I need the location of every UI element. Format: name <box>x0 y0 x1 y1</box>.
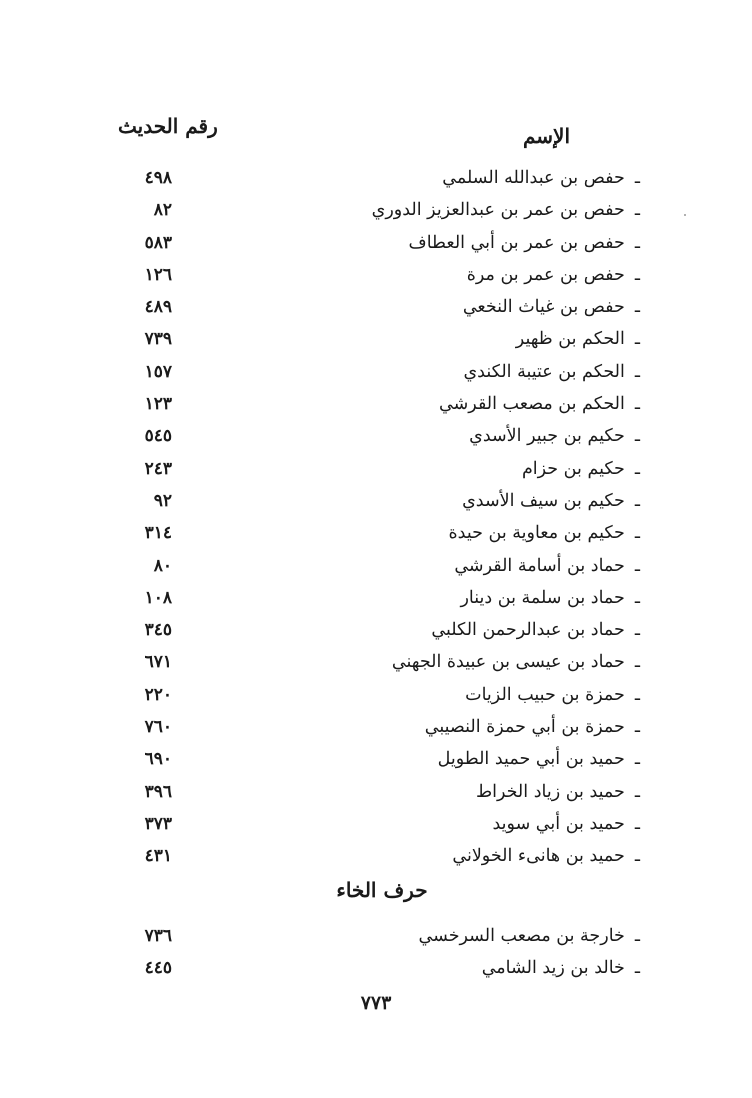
entry-row <box>0 231 752 263</box>
entry-name <box>522 459 640 479</box>
entry-row <box>0 747 752 779</box>
bullet-dash: ـ <box>634 168 640 188</box>
entry-name-text: حفص بن عمر بن أبي العطاف <box>408 232 625 253</box>
bullet-dash: ـ <box>634 620 640 641</box>
bullet-dash: ـ <box>634 523 640 544</box>
name-column-header: الإسم <box>522 124 570 148</box>
entry-row <box>0 392 752 424</box>
entry-name <box>392 652 640 672</box>
entry-name-text: حفص بن غياث النخعي <box>462 297 625 318</box>
number-column-header: رقم الحديث <box>118 114 218 138</box>
hadith-number: ٢٢٠ <box>144 684 172 705</box>
entry-row <box>0 683 752 715</box>
entry-name-text: حماد بن عيسى بن عبيدة الجهني <box>391 652 625 673</box>
entry-name <box>449 523 641 543</box>
bullet-dash: ـ <box>634 813 640 834</box>
section-title-text: حرف الخاء <box>336 878 428 902</box>
entry-name-text: الحكم بن ظهير <box>515 329 625 350</box>
hadith-number: ٩٢ <box>153 490 172 511</box>
bullet-dash: ـ <box>634 781 640 802</box>
entry-name-text: حكيم بن جبير الأسدي <box>469 426 625 447</box>
hadith-number: ٨٠ <box>153 555 172 576</box>
bullet-dash: ـ <box>634 490 640 511</box>
hadith-number: ٣٤٥ <box>144 620 172 641</box>
bullet-dash: ـ <box>634 846 640 867</box>
hadith-number: ٣٩٦ <box>144 781 172 802</box>
bullet-dash: ـ <box>634 361 640 382</box>
entry-row <box>0 521 752 553</box>
hadith-number: ٥٨٣ <box>144 232 172 253</box>
hadith-number: ١٢٣ <box>144 394 172 415</box>
bullet-dash: ـ <box>634 264 640 285</box>
hadith-number: ٣٧٣ <box>144 813 172 834</box>
hadith-number: ٨٢ <box>153 200 172 221</box>
bullet-dash: ـ <box>634 232 640 253</box>
entry-name-text: حميد بن هانىء الخولاني <box>452 846 625 867</box>
entry-row <box>0 360 752 392</box>
hadith-number: ٤٨٩ <box>144 297 172 318</box>
entry-row <box>0 327 752 359</box>
bullet-dash: ـ <box>634 587 640 608</box>
hadith-number: ٤٩٨ <box>144 168 172 188</box>
entry-name-text: حميد بن أبي سويد <box>492 813 625 834</box>
entry-name-text: حميد بن زياد الخراط <box>475 781 625 802</box>
section-entry-row <box>0 956 752 988</box>
entry-name <box>425 717 640 737</box>
bullet-dash: ـ <box>634 458 640 479</box>
hadith-number: ١٠٨ <box>144 587 172 608</box>
entry-name-text: حكيم بن سيف الأسدي <box>462 490 625 511</box>
entry-name <box>465 685 640 705</box>
section-entry-row <box>0 924 752 956</box>
entry-name-text: حميد بن أبي حميد الطويل <box>437 749 625 770</box>
bullet-dash: ـ <box>634 297 640 318</box>
bullet-dash: ـ <box>634 329 640 350</box>
entry-row <box>0 618 752 650</box>
bullet-dash: ـ <box>634 555 640 576</box>
entry-name <box>409 233 640 253</box>
entry-name-text: خالد بن زيد الشامي <box>481 958 625 979</box>
entry-name <box>431 620 640 640</box>
entry-row <box>0 812 752 844</box>
entry-name <box>482 958 640 978</box>
hadith-number: ٦٩٠ <box>144 749 172 770</box>
entry-row <box>0 198 752 230</box>
entry-list <box>0 166 752 877</box>
entry-name <box>516 329 640 349</box>
bullet-dash: ـ <box>634 684 640 705</box>
page-number-text: ٧٧٣ <box>360 992 392 1014</box>
entry-row <box>0 715 752 747</box>
entry-name <box>439 394 640 414</box>
entry-name <box>476 782 640 802</box>
hadith-number: ١٢٦ <box>144 264 172 285</box>
bullet-dash: ـ <box>634 652 640 673</box>
entry-row <box>0 586 752 618</box>
entry-name <box>372 200 640 220</box>
entry-name-text: حماد بن أسامة القرشي <box>454 555 625 576</box>
entry-name <box>492 814 640 834</box>
entry-name-text: حفص بن عبدالله السلمي <box>442 168 625 188</box>
hadith-number: ١٥٧ <box>144 361 172 382</box>
entry-name-text: حماد بن عبدالرحمن الكلبي <box>431 620 625 641</box>
entry-row <box>0 650 752 682</box>
bullet-dash: ـ <box>634 717 640 738</box>
entry-name-text: حمزة بن أبي حمزة النصيبي <box>424 717 625 738</box>
entry-name <box>442 168 640 188</box>
entry-name <box>463 362 640 382</box>
entry-name <box>438 749 640 769</box>
bullet-dash: ـ <box>634 958 640 979</box>
hadith-number: ٦٧١ <box>144 652 172 673</box>
entry-name-text: حكيم بن معاوية بن حيدة <box>448 523 625 544</box>
entry-name-text: حفص بن عمر بن مرة <box>466 264 625 285</box>
hadith-number: ٧٣٦ <box>144 926 172 946</box>
entry-name <box>469 426 640 446</box>
entry-name-text: حفص بن عمر بن عبدالعزيز الدوري <box>371 200 625 221</box>
entry-name <box>462 491 640 511</box>
entry-row <box>0 489 752 521</box>
section-title <box>0 878 752 902</box>
entry-name-text: الحكم بن مصعب القرشي <box>439 394 625 415</box>
entry-row <box>0 166 752 198</box>
entry-name <box>460 588 640 608</box>
entry-name <box>463 297 640 317</box>
entry-name-text: حماد بن سلمة بن دينار <box>460 587 625 608</box>
paper-speck <box>684 214 686 216</box>
entry-name-text: حكيم بن حزام <box>521 458 625 479</box>
hadith-number: ٧٣٩ <box>144 329 172 350</box>
hadith-number: ٢٤٣ <box>144 458 172 479</box>
entry-name-text: حمزة بن حبيب الزيات <box>465 684 625 705</box>
section-entry-list <box>0 924 752 989</box>
hadith-number: ٥٤٥ <box>144 426 172 447</box>
hadith-number: ٧٦٠ <box>144 717 172 738</box>
entry-row <box>0 844 752 876</box>
entry-row <box>0 263 752 295</box>
hadith-number: ٤٤٥ <box>144 958 172 979</box>
bullet-dash: ـ <box>634 926 640 946</box>
entry-row <box>0 295 752 327</box>
entry-name-text: الحكم بن عتيبة الكندي <box>463 361 625 382</box>
bullet-dash: ـ <box>634 426 640 447</box>
entry-row <box>0 424 752 456</box>
entry-name <box>419 926 640 946</box>
bullet-dash: ـ <box>634 200 640 221</box>
hadith-number: ٤٣١ <box>144 846 172 867</box>
hadith-number: ٣١٤ <box>144 523 172 544</box>
entry-name <box>467 265 640 285</box>
entry-row <box>0 780 752 812</box>
entry-row <box>0 554 752 586</box>
page-number <box>0 992 752 1014</box>
entry-name <box>452 846 640 866</box>
entry-row <box>0 457 752 489</box>
entry-name-text: خارجة بن مصعب السرخسي <box>418 926 625 946</box>
entry-name <box>454 556 640 576</box>
bullet-dash: ـ <box>634 749 640 770</box>
bullet-dash: ـ <box>634 394 640 415</box>
